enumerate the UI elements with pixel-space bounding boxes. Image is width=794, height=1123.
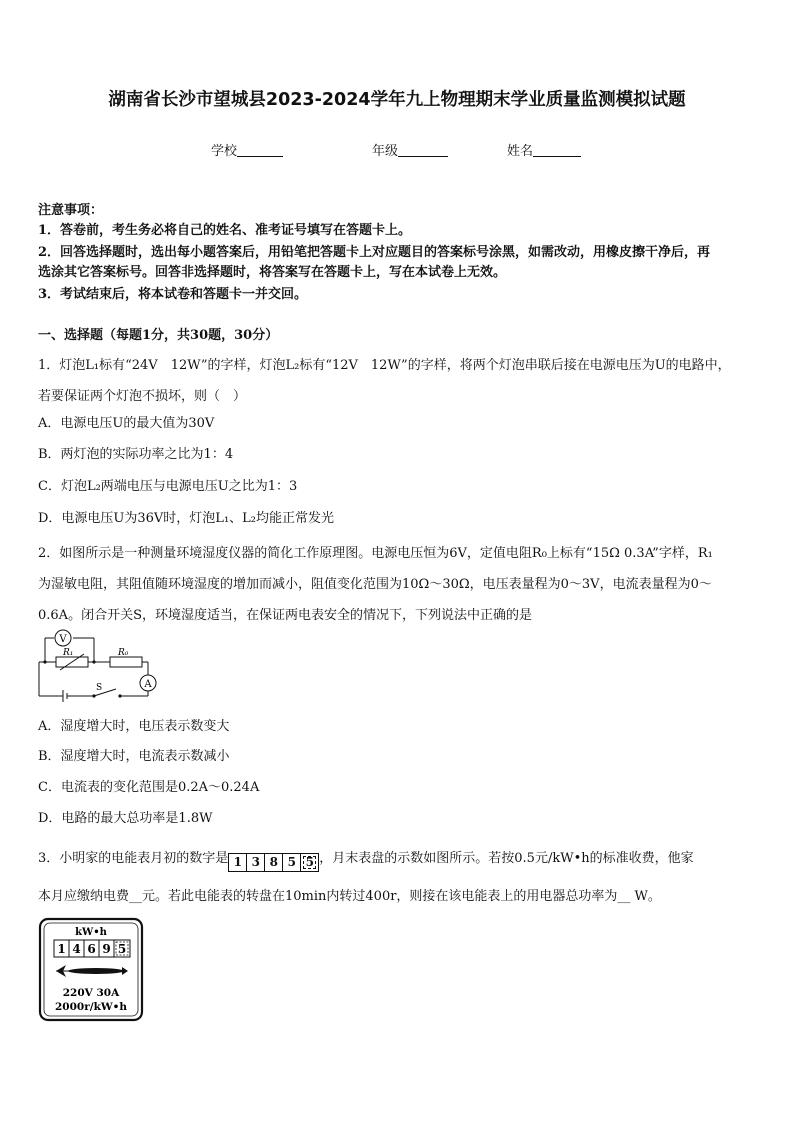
q1-option-c: C．灯泡L₂两端电压与电源电压U之比为1：3 xyxy=(38,479,298,494)
q2-option-b: B．湿度增大时，电流表示数减小 xyxy=(38,749,230,764)
r0-label: R₀ xyxy=(118,648,129,658)
circuit-diagram xyxy=(36,628,160,704)
start-digit: 5 xyxy=(283,854,301,871)
meter-rating: 220V 30A xyxy=(62,987,120,999)
q1-stem: 1．灯泡L₁标有“24V 12W”的字样，灯泡L₂标有“12V 12W”的字样，将两个灯泡串联后接在电源电压为U的电路中， xyxy=(38,358,731,373)
section-heading: 一、选择题（每题1分，共30题，30分） xyxy=(38,328,279,343)
voltmeter-label: V xyxy=(59,634,67,645)
name-field xyxy=(507,140,581,159)
start-digit: 3 xyxy=(247,854,265,871)
meter-digit: 4 xyxy=(72,942,81,956)
meter-digit: 1 xyxy=(57,942,66,956)
r1-label: R₁ xyxy=(63,648,74,658)
note-item: 2．回答选择题时，选出每小题答案后，用铅笔把答题卡上对应题目的答案标号涂黑，如需改动，用橡皮擦干净后，再 xyxy=(38,245,711,260)
q2-stem-cont: 0.6A。闭合开关S，环境湿度适当，在保证两电表安全的情况下，下列说法中正确的是 xyxy=(38,608,532,623)
meter-constant: 2000r/kW•h xyxy=(54,1001,128,1013)
grade-field xyxy=(372,140,448,159)
name-label: 姓名 xyxy=(507,144,534,159)
meter-digit: 9 xyxy=(102,942,111,956)
note-item: 选涂其它答案标号。回答非选择题时，将答案写在答题卡上，写在本试卷上无效。 xyxy=(38,265,507,280)
note-item: 3．考试结束后，将本试卷和答题卡一并交回。 xyxy=(38,287,308,302)
school-blank[interactable] xyxy=(237,142,283,157)
meter-digit: 5 xyxy=(117,942,127,956)
switch-label: S xyxy=(96,683,103,693)
start-reading-box xyxy=(228,853,319,872)
note-item: 1．答卷前，考生务必将自己的姓名、准考证号填写在答题卡上。 xyxy=(38,223,412,238)
q3-stem xyxy=(38,847,758,872)
rotation-arrow-icon xyxy=(56,965,128,977)
q1-option-d: D．电源电压U为36V时，灯泡L₁、L₂均能正常发光 xyxy=(38,511,334,526)
q2-option-a: A．湿度增大时，电压表示数变大 xyxy=(38,719,230,734)
q1-option-a: A．电源电压U的最大值为30V xyxy=(38,416,215,431)
q2-stem-cont: 为湿敏电阻，其阻值随环境湿度的增加而减小，阻值变化范围为10Ω～30Ω，电压表量程为0～3V，电流表量程为0～ xyxy=(38,577,712,592)
q3-prefix: 3．小明家的电能表月初的数字是 xyxy=(38,851,229,866)
q3-suffix: ，月末表盘的示数如图所示。若按0.5元/kW•h的标准收费，他家 xyxy=(319,851,694,866)
grade-blank[interactable] xyxy=(398,142,448,157)
electric-meter xyxy=(38,917,146,1023)
notes-heading: 注意事项： xyxy=(38,203,104,218)
page-title: 湖南省长沙市望城县2023-2024学年九上物理期末学业质量监测模拟试题 xyxy=(108,90,686,110)
q1-option-b: B．两灯泡的实际功率之比为1：4 xyxy=(38,447,234,462)
q3-stem-cont: 本月应缴纳电费__元。若此电能表的转盘在10min内转过400r，则接在该电能表上的用电器总功率为__ W。 xyxy=(38,889,661,904)
q2-option-c: C．电流表的变化范围是0.2A～0.24A xyxy=(38,780,260,795)
q2-stem: 2．如图所示是一种测量环境湿度仪器的简化工作原理图。电源电压恒为6V，定值电阻R₀上标有“15Ω 0.3A”字样，R₁ xyxy=(38,546,713,561)
q1-stem-cont: 若要保证两个灯泡不损坏，则（ ） xyxy=(38,389,247,404)
meter-unit: kW•h xyxy=(75,927,107,938)
meter-digit: 6 xyxy=(87,942,96,956)
start-digit: 5 xyxy=(301,854,318,871)
school-field xyxy=(211,140,283,159)
start-digit: 8 xyxy=(265,854,283,871)
name-blank[interactable] xyxy=(533,142,581,157)
school-label: 学校 xyxy=(211,144,238,159)
ammeter-label: A xyxy=(144,679,152,690)
start-digit: 1 xyxy=(229,854,247,871)
q2-option-d: D．电路的最大总功率是1.8W xyxy=(38,811,213,826)
grade-label: 年级 xyxy=(372,144,399,159)
